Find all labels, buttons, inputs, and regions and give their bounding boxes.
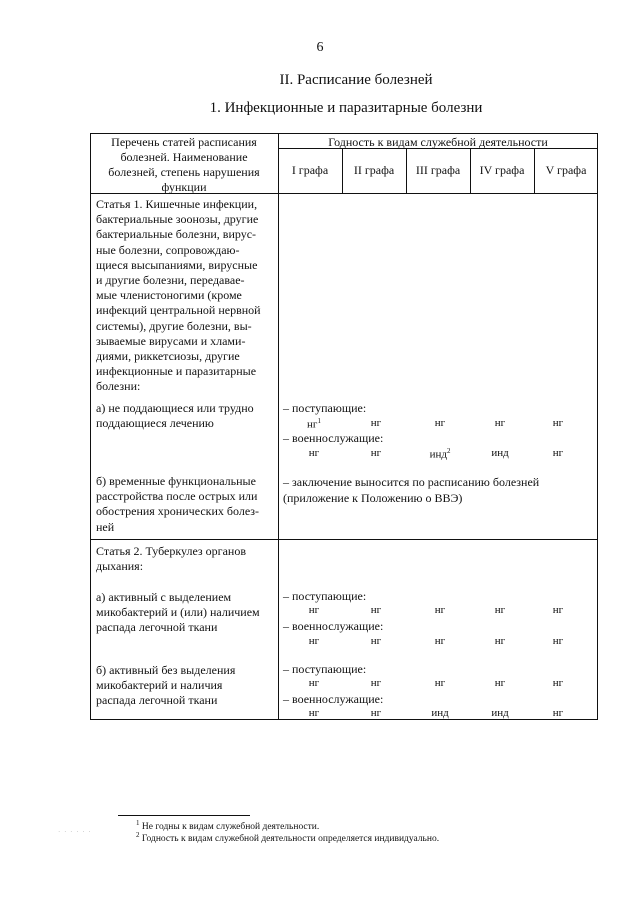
- verdict-cell: нг: [308, 635, 320, 647]
- article-2-sub-a: [96, 590, 276, 636]
- text-line: щиеся высыпаниями, вирусные: [96, 257, 258, 272]
- text-line: и другие болезни, передавае-: [96, 273, 245, 288]
- text-line: бактериальные зоонозы, другие: [96, 212, 259, 227]
- verdict-cell: нг: [434, 635, 446, 647]
- subsection-title: 1. Инфекционные и паразитарные болезни: [209, 100, 483, 116]
- verdict-cell: нг: [552, 447, 564, 459]
- column-label-2: II графа: [353, 163, 395, 177]
- article-2-sub-b: [96, 663, 276, 709]
- text-line: Статья 2. Туберкулез органов: [96, 544, 247, 558]
- verdict-cell: нг: [494, 677, 506, 689]
- header-line: болезней. Наименование: [120, 150, 248, 164]
- text-line: б) временные функциональные: [96, 474, 256, 488]
- text-line: ные болезни, сопровождаю-: [96, 242, 240, 257]
- footnote-1: $^1$ Не годны к видам служебной деятельности.: [136, 819, 320, 833]
- verdict-cell: нг: [370, 417, 382, 429]
- column-label-5: V графа: [545, 163, 587, 177]
- footnote-separator: [118, 815, 250, 816]
- verdict-cell: нг: [370, 677, 382, 689]
- servicemen-label: – военнослужащие:: [283, 431, 384, 445]
- text-line: диями, риккетсиозы, другие: [96, 349, 240, 364]
- verdict-cell: нг: [552, 677, 564, 689]
- verdict-cell: нг: [370, 604, 382, 616]
- text-line: а) активный с выделением: [96, 590, 232, 604]
- verdict-cell: инд: [491, 707, 509, 719]
- text-line: Статья 1. Кишечные инфекции,: [96, 197, 258, 211]
- text-line: обострения хронических болез-: [96, 504, 260, 519]
- article-1-sub-a: [96, 401, 276, 431]
- text-line: – заключение выносится по расписанию болезней: [283, 475, 540, 489]
- header-line: функции: [161, 180, 207, 194]
- entrants-label: – поступающие:: [283, 662, 367, 676]
- article-1-sub-b: [96, 474, 276, 535]
- column-label-1: I графа: [291, 163, 329, 177]
- section-title: II. Расписание болезней: [279, 72, 433, 88]
- disease-schedule-table: [90, 133, 598, 720]
- text-line: распада легочной ткани: [96, 620, 218, 635]
- text-line: поддающиеся лечению: [96, 416, 214, 431]
- verdict-cell: нг: [552, 417, 564, 429]
- column-label-4: IV графа: [479, 163, 525, 177]
- verdict-cell: нг: [434, 677, 446, 689]
- footnote-2: $^2$ Годность к видам служебной деятельности определяется индивидуально.: [136, 831, 440, 845]
- entrants-label: – поступающие:: [283, 401, 367, 415]
- text-line: микобактерий и (или) наличием: [96, 605, 260, 620]
- verdict-cell: инд$^2$: [429, 447, 451, 461]
- column-divider: [278, 133, 279, 720]
- verdict-cell: нг: [552, 635, 564, 647]
- verdict-cell: нг: [370, 635, 382, 647]
- text-line: б) активный без выделения: [96, 663, 236, 677]
- conclusion-note: [283, 474, 583, 506]
- verdict-cell: нг: [552, 707, 564, 719]
- article-2-title: [96, 544, 276, 574]
- text-line: зываемые вирусами и хлами-: [96, 333, 246, 348]
- text-line: ней: [96, 519, 115, 534]
- verdict-cell: инд: [491, 447, 509, 459]
- text-line: болезни:: [96, 379, 141, 394]
- header-line: болезней, степень нарушения: [108, 165, 260, 179]
- column-label-3: III графа: [415, 163, 461, 177]
- servicemen-label: – военнослужащие:: [283, 619, 384, 633]
- verdict-cell: инд: [431, 707, 449, 719]
- verdict-cell: нг: [308, 604, 320, 616]
- row-divider: [90, 539, 598, 540]
- text-line: инфекционные и паразитарные: [96, 364, 257, 379]
- verdict-cell: нг: [370, 447, 382, 459]
- text-line: бактериальные болезни, вирус-: [96, 227, 257, 242]
- text-line: системы), другие болезни, вы-: [96, 318, 252, 333]
- page-number: 6: [316, 40, 324, 55]
- verdict-cell: нг: [494, 604, 506, 616]
- verdict-cell: нг: [370, 707, 382, 719]
- text-line: (приложение к Положению о ВВЭ): [283, 491, 463, 505]
- header-line: Перечень статей расписания: [111, 135, 257, 149]
- text-line: инфекций центральной нервной: [96, 303, 261, 318]
- verdict-cell: $нг^1$: [307, 417, 321, 431]
- text-line: микобактерий и наличия: [96, 678, 223, 693]
- text-line: расстройства после острых или: [96, 489, 258, 504]
- header-list-articles: [90, 135, 278, 195]
- verdict-cell: нг: [434, 604, 446, 616]
- entrants-label: – поступающие:: [283, 589, 367, 603]
- verdict-cell: нг: [308, 677, 320, 689]
- scan-artifact: · · · · · ·: [58, 828, 92, 836]
- verdict-cell: нг: [494, 635, 506, 647]
- servicemen-label: – военнослужащие:: [283, 692, 384, 706]
- verdict-cell: нг: [308, 447, 320, 459]
- text-line: дыхания:: [96, 559, 144, 574]
- footnote-ref: 1: [317, 417, 321, 425]
- text-line: мые членистоногими (кроме: [96, 288, 242, 303]
- header-fitness-group: Годность к видам служебной деятельности: [328, 135, 548, 149]
- verdict-cell: нг: [494, 417, 506, 429]
- verdict-cell: нг: [434, 417, 446, 429]
- footnote-ref: 2: [446, 447, 451, 455]
- verdict-cell: нг: [308, 707, 320, 719]
- verdict-cell: нг: [552, 604, 564, 616]
- text-line: распада легочной ткани: [96, 693, 218, 708]
- text-line: а) не поддающиеся или трудно: [96, 401, 254, 415]
- article-1-title: [96, 197, 276, 395]
